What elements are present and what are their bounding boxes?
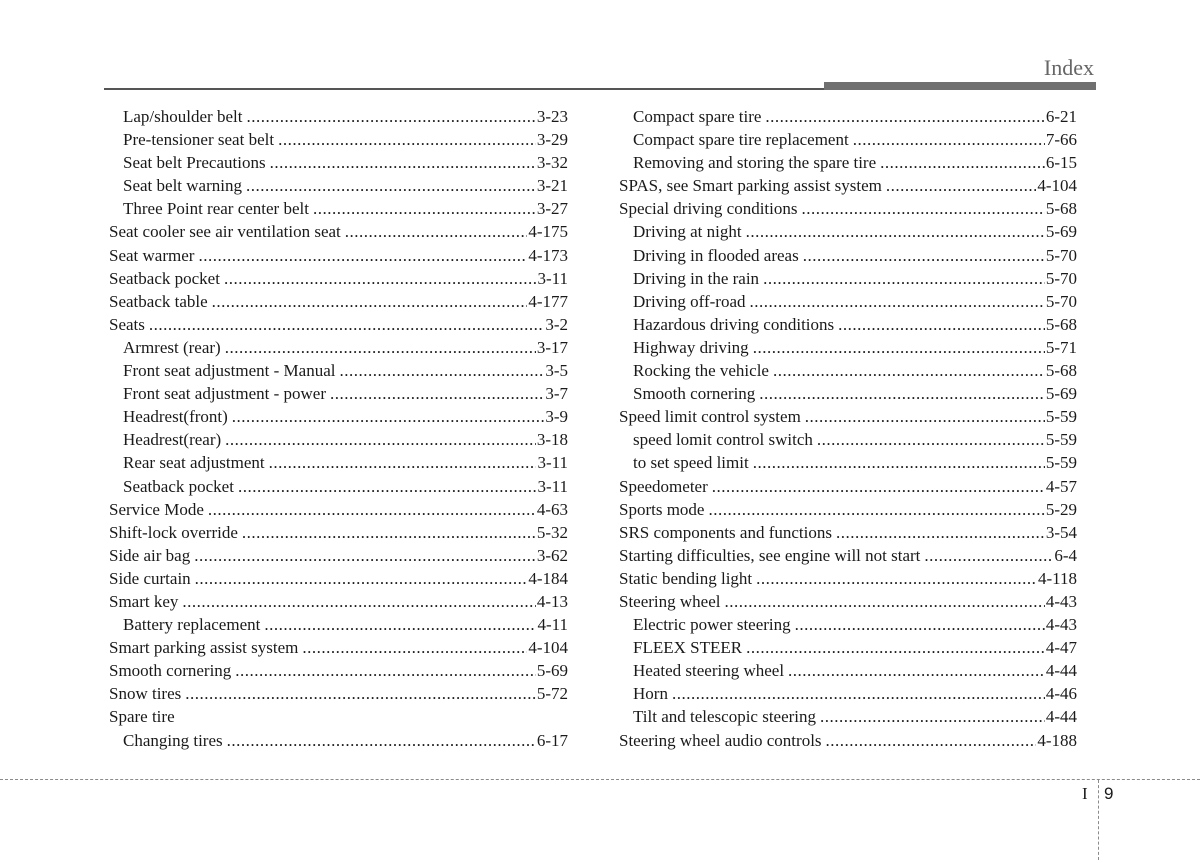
index-subentry: [619, 267, 1077, 290]
header-accent-bar: [824, 82, 1096, 90]
entry-page-ref: 4-43: [1045, 591, 1077, 611]
entry-page-ref: 6-17: [536, 730, 568, 750]
index-entry: [109, 244, 568, 267]
index-subentry: [109, 197, 568, 220]
dot-leader: [302, 636, 527, 659]
entry-page-ref: 3-23: [536, 107, 568, 126]
entry-page-ref: 4-44: [1045, 707, 1077, 727]
index-subentry: [109, 105, 568, 128]
entry-term: Armrest (rear): [123, 337, 221, 357]
dot-leader: [836, 521, 1045, 544]
dot-leader: [182, 590, 535, 613]
dot-leader: [773, 359, 1045, 382]
index-entry: [619, 729, 1077, 752]
footer-divider: [0, 779, 1200, 780]
entry-term: speed lomit control switch: [633, 430, 813, 450]
entry-page-ref: 3-9: [545, 407, 568, 427]
entry-term: Hazardous driving conditions: [633, 314, 835, 334]
dot-leader: [246, 174, 536, 197]
index-subentry: [619, 705, 1077, 728]
dot-leader: [712, 475, 1045, 498]
entry-term: Smart key: [109, 591, 179, 611]
index-entry: [619, 174, 1077, 197]
index-subentry: [619, 105, 1077, 128]
entry-page-ref: 5-72: [536, 684, 568, 704]
dot-leader: [820, 705, 1045, 728]
entry-term: Headrest(front): [123, 407, 228, 427]
entry-page-ref: 4-11: [537, 615, 568, 635]
dot-leader: [225, 428, 536, 451]
entry-term: Compact spare tire replacement: [633, 130, 849, 150]
index-subentry: [619, 451, 1077, 474]
dot-leader: [246, 105, 535, 128]
entry-page-ref: 4-175: [528, 222, 568, 242]
dot-leader: [746, 220, 1045, 243]
index-subentry: [619, 613, 1077, 636]
dot-leader: [924, 544, 1053, 567]
entry-page-ref: 4-43: [1045, 615, 1077, 635]
index-subentry: [619, 659, 1077, 682]
entry-page-ref: 3-21: [536, 176, 568, 196]
index-subentry: [109, 151, 568, 174]
entry-page-ref: 5-59: [1045, 407, 1077, 427]
entry-page-ref: 4-57: [1045, 476, 1077, 496]
entry-term: Compact spare tire: [633, 107, 762, 126]
dot-leader: [208, 498, 536, 521]
index-entry: [619, 544, 1077, 567]
entry-page-ref: 7-66: [1045, 130, 1077, 150]
index-subentry: [619, 220, 1077, 243]
index-entry: [109, 313, 568, 336]
index-entry: [109, 590, 568, 613]
dot-leader: [753, 451, 1045, 474]
entry-term: Horn: [633, 684, 668, 704]
index-subentry: [109, 729, 568, 752]
index-subentry: [619, 428, 1077, 451]
dot-leader: [339, 359, 544, 382]
index-subentry: [619, 336, 1077, 359]
entry-term: to set speed limit: [633, 453, 749, 473]
dot-leader: [269, 451, 537, 474]
dot-leader: [788, 659, 1045, 682]
entry-page-ref: 3-29: [536, 130, 568, 150]
entry-term: Spare tire: [109, 707, 175, 727]
entry-page-ref: 5-70: [1045, 245, 1077, 265]
entry-term: Rear seat adjustment: [123, 453, 265, 473]
dot-leader: [765, 105, 1044, 128]
entry-term: Side curtain: [109, 568, 191, 588]
entry-page-ref: 5-68: [1045, 199, 1077, 219]
dot-leader: [194, 544, 536, 567]
dot-leader: [330, 382, 544, 405]
entry-term: Seatback pocket: [123, 476, 234, 496]
index-subentry: [109, 428, 568, 451]
entry-page-ref: 4-63: [536, 499, 568, 519]
dot-leader: [313, 197, 536, 220]
entry-term: Driving off-road: [633, 291, 746, 311]
index-subentry: [109, 451, 568, 474]
dot-leader: [746, 636, 1045, 659]
entry-page-ref: 4-13: [536, 591, 568, 611]
entry-term: Seat belt Precautions: [123, 153, 266, 173]
header-rule: [104, 88, 824, 90]
dot-leader: [756, 567, 1037, 590]
entry-term: Seatback table: [109, 291, 208, 311]
dot-leader: [886, 174, 1036, 197]
index-subentry: [109, 336, 568, 359]
index-entry: [109, 267, 568, 290]
entry-page-ref: 5-69: [1045, 384, 1077, 404]
entry-page-ref: 5-68: [1045, 361, 1077, 381]
entry-term: Speed limit control system: [619, 407, 801, 427]
dot-leader: [185, 682, 536, 705]
index-subentry: [619, 151, 1077, 174]
entry-term: Pre-tensioner seat belt: [123, 130, 275, 150]
entry-term: Starting difficulties, see engine will not start: [619, 545, 921, 565]
entry-term: Changing tires: [123, 730, 223, 750]
dot-leader: [149, 313, 544, 336]
dot-leader: [227, 729, 536, 752]
dot-leader: [750, 290, 1045, 313]
entry-term: Smooth cornering: [633, 384, 756, 404]
entry-page-ref: 6-21: [1045, 107, 1077, 126]
dot-leader: [224, 267, 537, 290]
entry-page-ref: 4-173: [528, 245, 568, 265]
index-subentry: [109, 128, 568, 151]
index-subentry: [109, 359, 568, 382]
entry-term: Removing and storing the spare tire: [633, 153, 877, 173]
entry-term: Steering wheel: [619, 591, 721, 611]
entry-term: Shift-lock override: [109, 522, 238, 542]
index-subentry: [619, 682, 1077, 705]
entry-page-ref: 4-188: [1037, 730, 1077, 750]
entry-term: Rocking the vehicle: [633, 361, 769, 381]
entry-term: SRS components and functions: [619, 522, 832, 542]
index-entry: [109, 290, 568, 313]
entry-term: Driving in flooded areas: [633, 245, 799, 265]
entry-term: Steering wheel audio controls: [619, 730, 822, 750]
entry-term: Front seat adjustment - power: [123, 384, 327, 404]
entry-page-ref: 3-27: [536, 199, 568, 219]
dot-leader: [345, 220, 528, 243]
entry-term: FLEEX STEER: [633, 638, 743, 658]
dot-leader: [725, 590, 1045, 613]
entry-term: Speedometer: [619, 476, 708, 496]
entry-term: Seat cooler see air ventilation seat: [109, 222, 341, 242]
entry-term: Highway driving: [633, 337, 749, 357]
entry-page-ref: 3-2: [545, 314, 568, 334]
entry-term: Sports mode: [619, 499, 705, 519]
index-entry: [109, 659, 568, 682]
entry-page-ref: 3-54: [1045, 522, 1077, 542]
entry-term: Static bending light: [619, 568, 753, 588]
entry-term: Headrest(rear): [123, 430, 222, 450]
entry-page-ref: 4-184: [528, 568, 568, 588]
dot-leader: [853, 128, 1045, 151]
entry-term: SPAS, see Smart parking assist system: [619, 176, 882, 196]
dot-leader: [212, 290, 528, 313]
index-entry: [109, 521, 568, 544]
entry-term: Front seat adjustment - Manual: [123, 361, 336, 381]
entry-page-ref: 5-70: [1045, 291, 1077, 311]
entry-page-ref: 4-44: [1045, 661, 1077, 681]
entry-term: Seats: [109, 314, 145, 334]
index-entry: [619, 197, 1077, 220]
dot-leader: [278, 128, 536, 151]
section-letter: I: [1082, 784, 1088, 803]
index-entry: [109, 220, 568, 243]
entry-page-ref: 3-18: [536, 430, 568, 450]
entry-page-ref: 3-32: [536, 153, 568, 173]
entry-page-ref: 5-32: [536, 522, 568, 542]
entry-term: Electric power steering: [633, 615, 791, 635]
dot-leader: [880, 151, 1045, 174]
index-subentry: [619, 359, 1077, 382]
entry-page-ref: 4-46: [1045, 684, 1077, 704]
index-subentry: [619, 382, 1077, 405]
index-subentry: [109, 475, 568, 498]
entry-term: Driving at night: [633, 222, 742, 242]
entry-term: Seatback pocket: [109, 268, 220, 288]
index-entry: [619, 498, 1077, 521]
dot-leader: [672, 682, 1045, 705]
entry-term: Seat belt warning: [123, 176, 242, 196]
entry-term: Driving in the rain: [633, 268, 760, 288]
entry-page-ref: 6-15: [1045, 153, 1077, 173]
page-title: Index: [1043, 55, 1094, 80]
dot-leader: [264, 613, 536, 636]
index-entry: [109, 705, 568, 728]
index-subentry: [619, 128, 1077, 151]
entry-term: Special driving conditions: [619, 199, 798, 219]
index-subentry: [619, 244, 1077, 267]
footer-vertical-divider: [1098, 780, 1099, 860]
index-column-right: [619, 105, 1077, 752]
entry-term: Smooth cornering: [109, 661, 232, 681]
entry-page-ref: 5-59: [1045, 453, 1077, 473]
entry-page-ref: 3-11: [537, 453, 568, 473]
entry-page-ref: 5-29: [1045, 499, 1077, 519]
entry-term: Snow tires: [109, 684, 182, 704]
entry-page-ref: 5-69: [536, 661, 568, 681]
index-entry: [109, 682, 568, 705]
entry-page-ref: 3-7: [545, 384, 568, 404]
index-subentry: [109, 174, 568, 197]
entry-page-ref: 4-104: [528, 638, 568, 658]
dot-leader: [801, 197, 1044, 220]
entry-page-ref: 3-11: [537, 476, 568, 496]
entry-page-ref: 6-4: [1054, 545, 1077, 565]
dot-leader: [708, 498, 1044, 521]
index-entry: [619, 567, 1077, 590]
entry-page-ref: 5-69: [1045, 222, 1077, 242]
dot-leader: [817, 428, 1045, 451]
entry-page-ref: 3-62: [536, 545, 568, 565]
index-entry: [619, 405, 1077, 428]
index-subentry: [619, 313, 1077, 336]
dot-leader: [225, 336, 536, 359]
entry-page-ref: 5-71: [1045, 337, 1077, 357]
index-entry: [619, 475, 1077, 498]
entry-page-ref: 4-104: [1037, 176, 1077, 196]
entry-term: Seat warmer: [109, 245, 195, 265]
entry-page-ref: 4-118: [1037, 568, 1077, 588]
dot-leader: [805, 405, 1045, 428]
index-column-left: [109, 105, 568, 752]
dot-leader: [195, 567, 528, 590]
index-subentry: [619, 290, 1077, 313]
entry-term: Tilt and telescopic steering: [633, 707, 817, 727]
dot-leader: [232, 405, 545, 428]
page-number: 9: [1104, 784, 1114, 803]
dot-leader: [759, 382, 1045, 405]
index-subentry: [619, 636, 1077, 659]
entry-term: Heated steering wheel: [633, 661, 785, 681]
entry-page-ref: 4-177: [528, 291, 568, 311]
index-subentry: [109, 382, 568, 405]
index-entry: [619, 521, 1077, 544]
dot-leader: [803, 244, 1045, 267]
entry-term: Lap/shoulder belt: [123, 107, 243, 126]
dot-leader: [198, 244, 527, 267]
index-subentry: [109, 405, 568, 428]
dot-leader: [242, 521, 536, 544]
dot-leader: [238, 475, 537, 498]
index-entry: [109, 636, 568, 659]
dot-leader: [826, 729, 1037, 752]
index-entry: [619, 590, 1077, 613]
entry-term: Three Point rear center belt: [123, 199, 309, 219]
entry-term: Battery replacement: [123, 615, 261, 635]
dot-leader: [838, 313, 1045, 336]
dot-leader: [795, 613, 1045, 636]
entry-page-ref: 3-5: [545, 361, 568, 381]
entry-page-ref: 5-70: [1045, 268, 1077, 288]
index-entry: [109, 567, 568, 590]
index-entry: [109, 498, 568, 521]
dot-leader: [763, 267, 1045, 290]
entry-term: Service Mode: [109, 499, 204, 519]
entry-page-ref: 5-68: [1045, 314, 1077, 334]
entry-term: Smart parking assist system: [109, 638, 299, 658]
dot-leader: [235, 659, 536, 682]
entry-page-ref: 4-47: [1045, 638, 1077, 658]
entry-term: Side air bag: [109, 545, 191, 565]
entry-page-ref: 5-59: [1045, 430, 1077, 450]
entry-page-ref: 3-11: [537, 268, 568, 288]
index-entry: [109, 544, 568, 567]
dot-leader: [753, 336, 1045, 359]
dot-leader: [270, 151, 536, 174]
index-subentry: [109, 613, 568, 636]
entry-page-ref: 3-17: [536, 337, 568, 357]
